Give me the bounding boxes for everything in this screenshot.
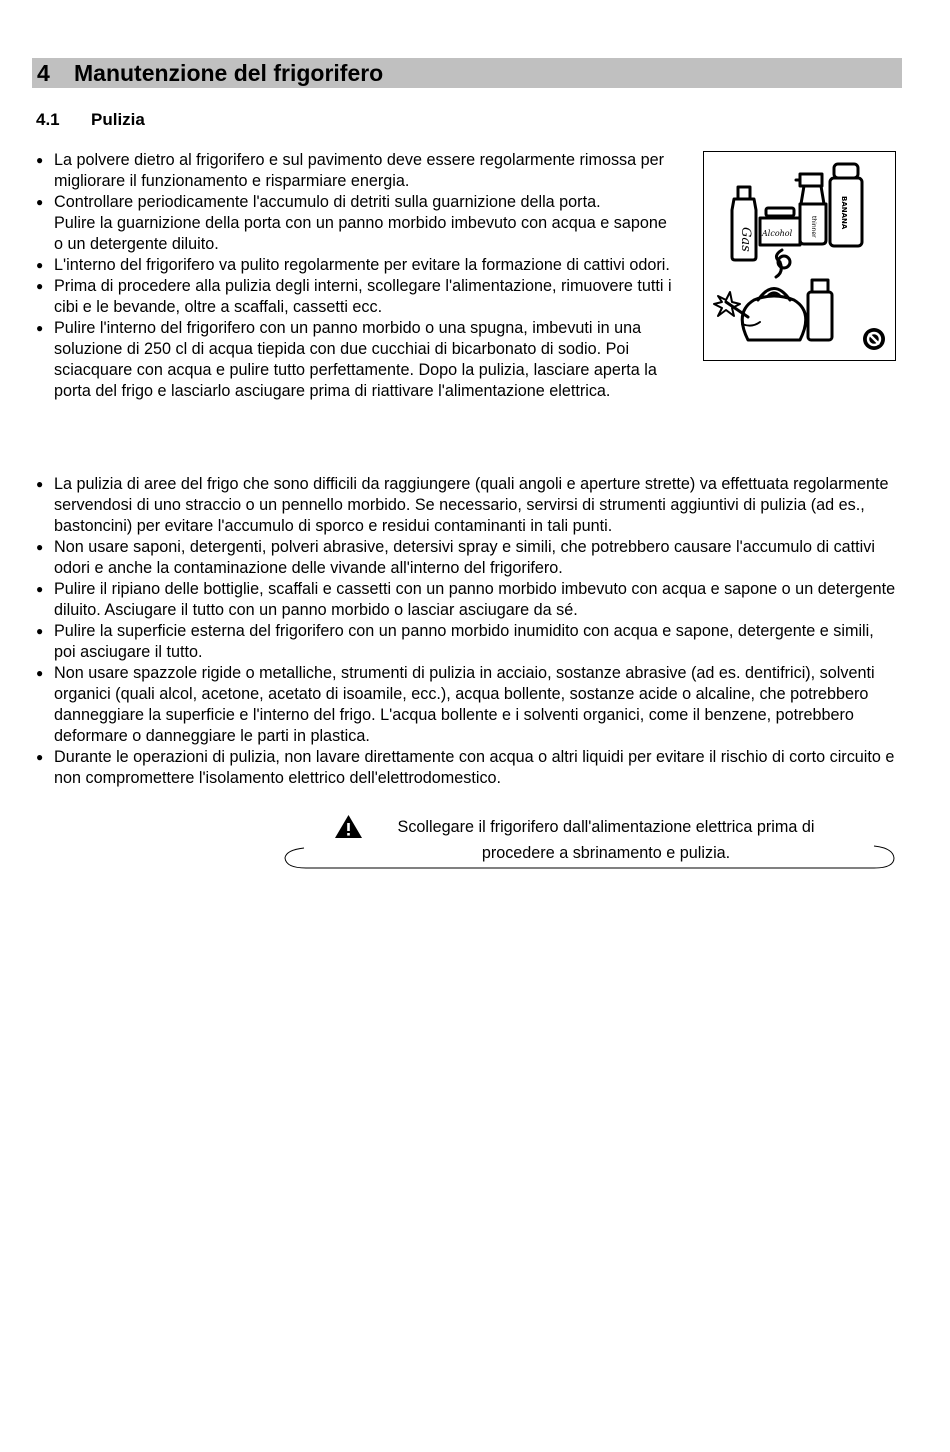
- bullet-list-bottom: [36, 474, 896, 789]
- bottle-icon: [732, 187, 756, 260]
- list-item: ● Durante le operazioni di pulizia, non lavare direttamente con acqua o altri liquidi per evitare il rischio di corto circuito e non compromettere l'isolamento elettrico dell'elettrodomestico.: [36, 747, 896, 789]
- bullet-list-top: [36, 150, 676, 402]
- thinner-label: thinner: [810, 216, 817, 238]
- list-item: ● L'interno del frigorifero va pulito regolarmente per evitare la formazione di cattivi odori.: [36, 255, 676, 276]
- spray-bottle-icon: [796, 174, 826, 244]
- can-icon: [830, 164, 862, 246]
- warning-notice: [284, 812, 896, 870]
- alcohol-label: Alcohol: [762, 229, 793, 238]
- list-item: ● Non usare saponi, detergenti, polveri abrasive, detersivi spray e simili, che potrebbero causare l'accumulo di cattivi odori e anche la contaminazione delle vivande all'interno del frigorifero.: [36, 537, 896, 579]
- list-item: ● Pulire la superficie esterna del frigorifero con un panno morbido inumidito con acqua e sapone, detergente e simili, poi asciugare il tutto.: [36, 621, 896, 663]
- prohibited-icon: [863, 328, 885, 350]
- chapter-heading: [32, 58, 902, 88]
- cleaning-products-illustration: [703, 151, 896, 361]
- section-number: 4.1: [36, 110, 60, 129]
- small-bottle-icon: [808, 280, 832, 340]
- list-item: ● Non usare spazzole rigide o metalliche, strumenti di pulizia in acciaio, sostanze abrasive (ad es. dentifrici), solventi organici (quali alcol, acetone, acetato di isoamile, ecc.), acqua bollente, sostanze acide o alcaline, che potrebbero danneggiare la superficie e l'interno del frigo. L'acqua bollente e i solventi organici, come il benzene, potrebbero deformare o danneggiare le parti in plastica.: [36, 663, 896, 747]
- chapter-number: 4: [37, 60, 50, 86]
- warning-text: [368, 814, 844, 866]
- section-title: Pulizia: [91, 110, 145, 129]
- warning-line-1: Scollegare il frigorifero dall'alimentazione elettrica prima di: [397, 818, 815, 836]
- kettle-icon: [714, 250, 806, 340]
- list-item: ● Controllare periodicamente l'accumulo di detriti sulla guarnizione della porta. Pulire la guarnizione della porta con un panno morbido imbevuto con acqua e sapone o un detergente diluito.: [36, 192, 676, 255]
- list-item: ● Pulire il ripiano delle bottiglie, scaffali e cassetti con un panno morbido imbevuto con acqua e sapone o un detergente diluito. Asciugare il tutto con un panno morbido o lasciar asciugare da sé.: [36, 579, 896, 621]
- list-item: ● La pulizia di aree del frigo che sono difficili da raggiungere (quali angoli e aperture strette) va effettuata regolarmente servendosi di uno straccio o un pennello morbido. Se necessario, servirsi di strumenti aggiuntivi di pulizia (ad es., bastoncini) per evitare l'accumulo di sporco e residui contaminanti in tali punti.: [36, 474, 896, 537]
- warning-line-2: procedere a sbrinamento e pulizia.: [481, 844, 731, 862]
- jar-icon: [760, 208, 800, 245]
- warning-triangle-icon: [334, 814, 363, 839]
- gas-label: Gas: [738, 227, 753, 252]
- section-heading: [36, 109, 145, 131]
- list-item: ● Prima di procedere alla pulizia degli interni, scollegare l'alimentazione, rimuovere tutti i cibi e le bevande, oltre a scaffali, cassetti ecc.: [36, 276, 676, 318]
- banana-label: BANANA: [840, 196, 848, 230]
- list-item: ● Pulire l'interno del frigorifero con un panno morbido o una spugna, imbevuti in una soluzione di 250 cl di acqua tiepida con due cucchiai di bicarbonato di sodio. Poi sciacquare con acqua e pulire tutto perfettamente. Dopo la pulizia, lasciare aperta la porta del frigo e lasciarlo asciugare prima di riattivare l'alimentazione elettrica.: [36, 318, 676, 402]
- list-item: ● La polvere dietro al frigorifero e sul pavimento deve essere regolarmente rimossa per migliorare il funzionamento e risparmiare energia.: [36, 150, 676, 192]
- chapter-title: Manutenzione del frigorifero: [74, 60, 384, 86]
